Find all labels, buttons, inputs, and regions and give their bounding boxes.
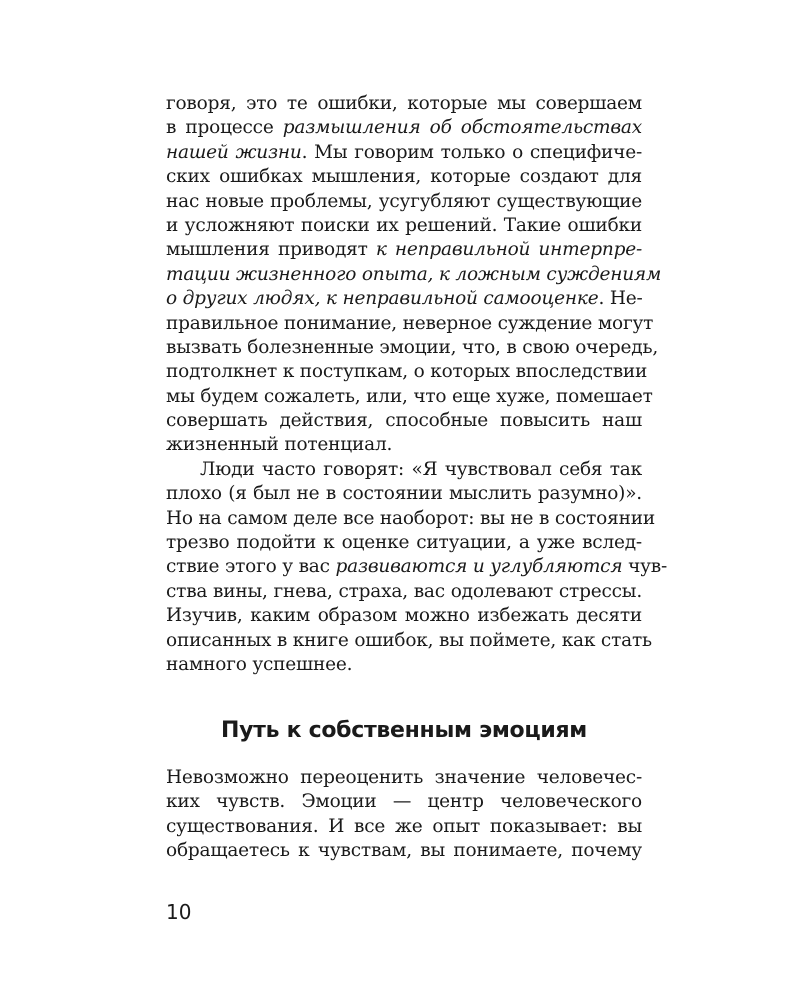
text-line: [166, 336, 659, 360]
text-line: [166, 507, 655, 531]
text-span: мы будем сожалеть, или, что еще хуже, помешает: [166, 385, 653, 407]
text-line: [166, 839, 642, 863]
text-line: [166, 815, 642, 839]
text-span: описанных в книге ошибок, вы поймете, как стать: [166, 629, 652, 651]
text-line: [166, 190, 642, 214]
text-span: мышления приводят: [166, 239, 376, 261]
text-line: [166, 238, 642, 262]
text-line: [166, 116, 642, 140]
text-line: [166, 312, 654, 336]
text-line: [166, 482, 642, 506]
italic-text: тации жизненного опыта, к ложным суждениям: [166, 263, 662, 285]
text-line: [166, 580, 642, 604]
text-span: говоря, это те ошибки, которые мы совершаем: [166, 93, 642, 114]
text-line: [166, 385, 653, 409]
text-span: Невозможно переоценить значение человечес-: [166, 767, 642, 788]
section-heading: Путь к собственным эмоциям: [221, 718, 587, 743]
text-line: [166, 531, 642, 555]
text-span: нас новые проблемы, усугубляют существующие: [166, 190, 642, 212]
text-span: . Мы говорим только о специфиче-: [301, 141, 642, 163]
text-line: [166, 263, 662, 287]
italic-text: о других людях, к неправильной самооценке: [166, 288, 599, 310]
body-text: [166, 92, 668, 677]
text-line: [166, 165, 642, 189]
text-span: ких чувств. Эмоции — центр человеческого: [166, 791, 642, 813]
text-line: [166, 433, 642, 457]
paragraph-3: [166, 766, 642, 864]
text-line: [166, 360, 648, 384]
text-line: [166, 555, 668, 579]
text-line: [166, 766, 642, 790]
text-span: подтолкнет к поступкам, о которых впоследствии: [166, 361, 648, 383]
text-span: правильное понимание, неверное суждение могут: [166, 312, 654, 334]
text-line: [166, 629, 652, 653]
text-line: [166, 92, 642, 116]
text-span: Но на самом деле все наоборот: вы не в состоянии: [166, 507, 655, 529]
body-text-continued: [166, 766, 642, 864]
text-span: . Не-: [598, 288, 643, 310]
italic-text: размышления об обстоятельствах: [282, 117, 642, 139]
text-span: намного успешнее.: [166, 653, 353, 675]
text-span: вызвать болезненные эмоции, что, в свою очередь,: [166, 336, 659, 358]
text-span: Люди часто говорят: «Я чувствовал себя так: [200, 458, 642, 480]
text-line: [166, 790, 642, 814]
page-number: 10: [166, 900, 192, 924]
text-span: жизненный потенциал.: [166, 434, 393, 456]
text-span: Изучив, каким образом можно избежать десяти: [166, 605, 642, 627]
text-span: и усложняют поиски их решений. Такие ошибки: [166, 214, 642, 236]
italic-text: нашей жизни: [166, 141, 302, 163]
text-span: ствие этого у вас: [166, 556, 336, 578]
text-span: совершать действия, способные повысить наш: [166, 410, 642, 432]
text-line: [166, 141, 642, 165]
text-span: обращаетесь к чувствам, вы понимаете, почему: [166, 840, 642, 862]
paragraph-1: [166, 92, 662, 458]
text-line: [166, 409, 642, 433]
text-span: в процессе: [166, 117, 283, 139]
text-span: чув-: [622, 556, 668, 578]
italic-text: развиваются и углубляются: [335, 556, 623, 578]
text-line: [166, 287, 642, 311]
text-line: [166, 653, 642, 677]
text-span: трезво подойти к оценке ситуации, а уже вслед-: [166, 532, 642, 554]
text-span: ских ошибках мышления, которые создают для: [166, 166, 642, 188]
text-line: [166, 604, 642, 628]
text-line: [166, 458, 642, 482]
italic-text: к неправильной интерпре-: [375, 239, 643, 261]
paragraph-2: [166, 458, 668, 678]
text-span: ства вины, гнева, страха, вас одолевают стрессы.: [166, 580, 642, 602]
text-span: существования. И все же опыт показывает: вы: [166, 815, 642, 837]
text-span: плохо (я был не в состоянии мыслить разумно)».: [166, 483, 642, 505]
text-line: [166, 214, 642, 238]
